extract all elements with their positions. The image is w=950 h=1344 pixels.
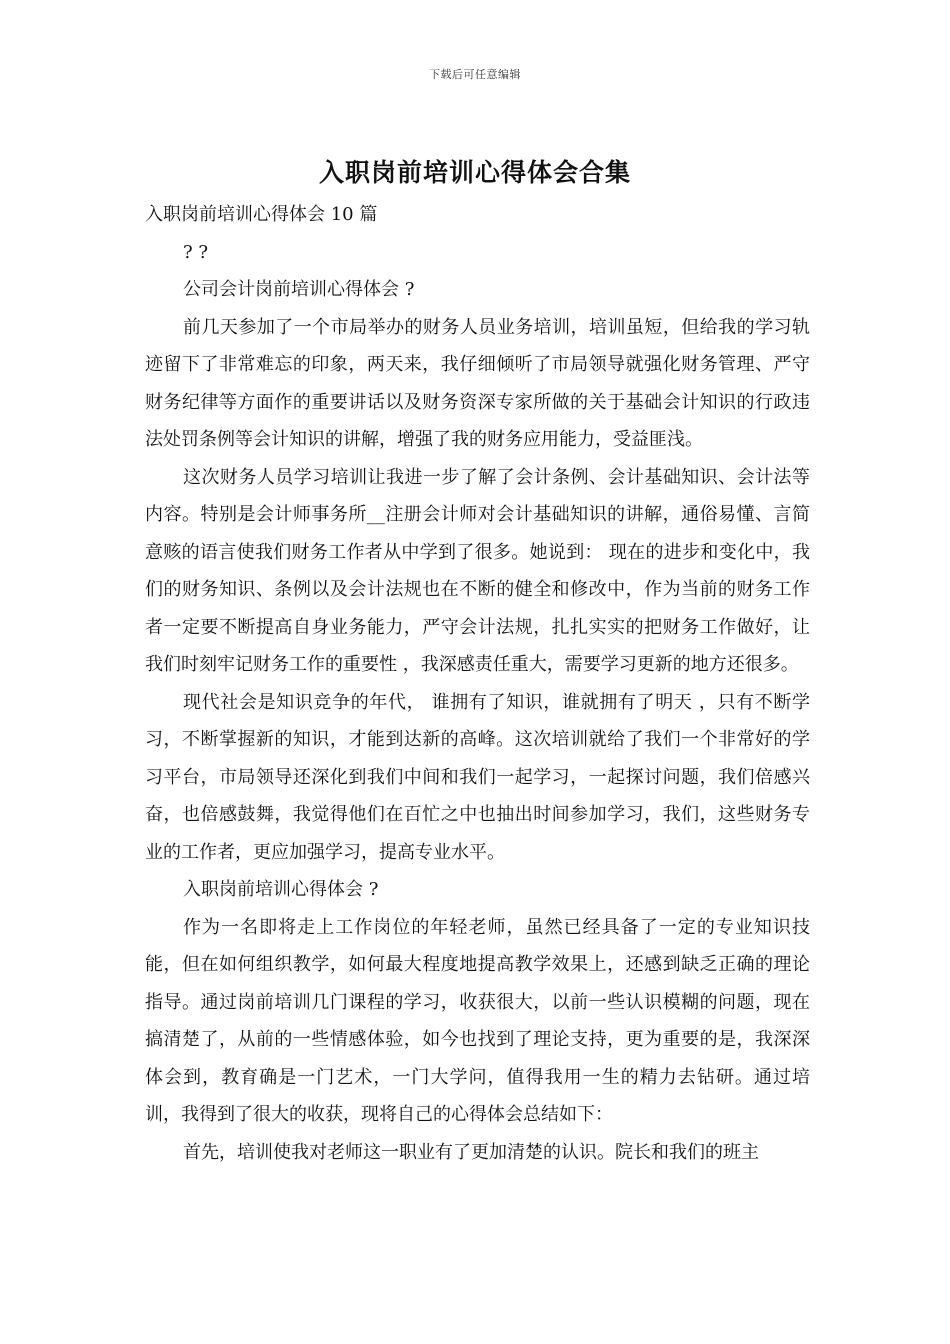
document-title: 入职岗前培训心得体会合集 — [318, 158, 631, 187]
header-note: 下载后可任意编辑 — [429, 68, 521, 81]
paragraph: 这次财务人员学习培训让我进一步了解了会计条例、会计基础知识、会计法等内容。特别是会计师事务所__注册会计师对会计基础知识的讲解，通俗易懂、言简意赅的语言使我们财务工作者从中学到了很多。她说到： 现在的进步和变化中，我们的财务知识、条例以及会计法规也在不断的健全和修改中，作为当前的财务工作者一定要不断提高自身业务能力，严守会计法规，扎扎实实的把财务工作做好，让我们时刻牢记财务工作的重要性 ，我深感责任重大，需要学习更新的地方还很多。 — [145, 466, 810, 675]
paragraph: 前几天参加了一个市局举办的财务人员业务培训，培训虽短，但给我的学习轨迹留下了非常难忘的印象，两天来，我仔细倾听了市局领导就强化财务管理、严守财务纪律等方面作的重要讲话以及财务资深专家所做的关于基础会计知识的行政违法处罚条例等会计知识的讲解，增强了我的财务应用能力，受益匪浅。 — [145, 316, 810, 450]
paragraph: 入职岗前培训心得体会 ? — [183, 879, 379, 900]
paragraph: 作为一名即将走上工作岗位的年轻老师，虽然已经具备了一定的专业知识技能，但在如何组织教学，如何最大程度地提高教学效果上，还感到缺乏正确的理论指导。通过岗前培训几门课程的学习，收获很大，以前一些认识模糊的问题，现在搞清楚了，从前的一些情感体验，如今也找到了理论支持，更为重要的是，我深深体会到，教育确是一门艺术，一门大学问，值得我用一生的精力去钻研。通过培训，我得到了很大的收获，现将自己的心得体会总结如下： — [145, 916, 810, 1125]
paragraph: 公司会计岗前培训心得体会 ? — [183, 279, 415, 300]
paragraph: 现代社会是知识竞争的年代， 谁拥有了知识，谁就拥有了明天 ，只有不断学习，不断掌握新的知识，才能到达新的高峰。这次培训就给了我们一个非常好的学习平台，市局领导还深化到我们中间和我们一起学习，一起探讨问题，我们倍感兴奋，也倍感鼓舞，我觉得他们在百忙之中也抽出时间参加学习，我们，这些财务专业的工作者，更应加强学习，提高专业水平。 — [145, 691, 810, 863]
paragraph: ? ? — [183, 241, 209, 263]
paragraph: 首先，培训使我对老师这一职业有了更加清楚的认识。院长和我们的班主 — [183, 1141, 759, 1163]
document-body — [145, 196, 810, 1171]
paragraph: 入职岗前培训心得体会 10 篇 — [145, 204, 378, 225]
